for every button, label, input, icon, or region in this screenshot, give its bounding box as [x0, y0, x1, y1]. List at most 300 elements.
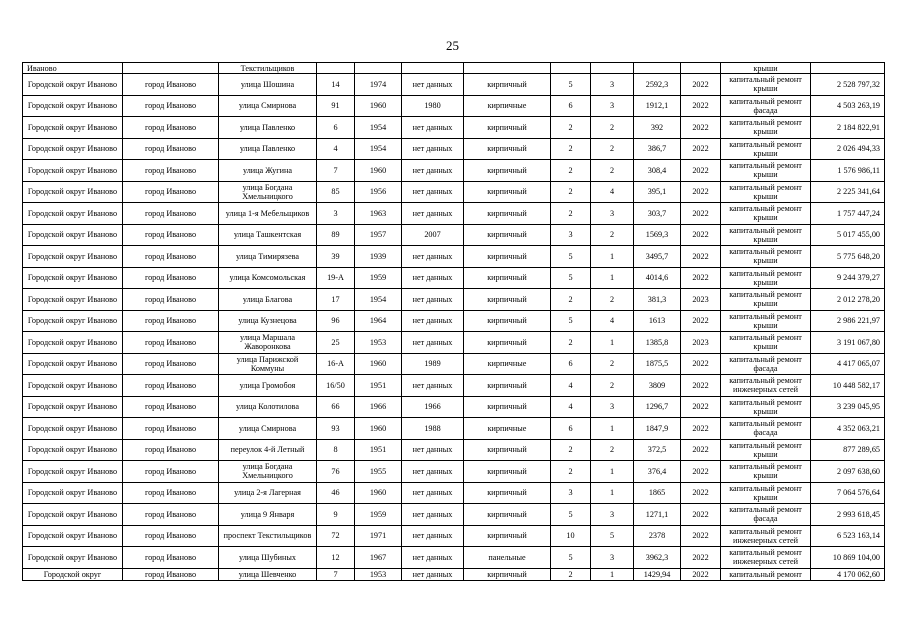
cell-cost: 7 064 576,64 — [811, 482, 885, 504]
cell-year-reconstructed: нет данных — [402, 504, 464, 526]
cell-work-type: капитальный ремонт крыши — [721, 439, 811, 461]
cell-year-planned: 2022 — [681, 439, 721, 461]
cell-wall-material: кирпичный — [464, 482, 551, 504]
cell-area: 1271,1 — [634, 504, 681, 526]
cell-street: улица Колотилова — [219, 396, 317, 418]
cell-area: 3809 — [634, 375, 681, 397]
cell-area: 1429,94 — [634, 568, 681, 580]
cell-city: город Иваново — [123, 547, 219, 569]
cell-wall-material: кирпичный — [464, 396, 551, 418]
cell-entrances: 2 — [591, 289, 634, 311]
cell-cost: 2 012 278,20 — [811, 289, 885, 311]
cell-city: город Иваново — [123, 95, 219, 117]
cell-year-planned: 2022 — [681, 117, 721, 139]
cell-street: проспект Текстильщиков — [219, 525, 317, 547]
table-row — [23, 74, 885, 96]
cell-municipality: Городской округ Иваново — [23, 224, 123, 246]
cell-work-type: капитальный ремонт крыши — [721, 203, 811, 225]
cell-cost: 4 417 065,07 — [811, 353, 885, 375]
cell-house: 12 — [317, 547, 355, 569]
cell-year-built: 1959 — [355, 267, 402, 289]
cell-municipality: Городской округ Иваново — [23, 418, 123, 440]
cell-year-planned — [681, 63, 721, 74]
cell-entrances: 2 — [591, 353, 634, 375]
cell-floors: 2 — [551, 289, 591, 311]
cell-entrances: 4 — [591, 310, 634, 332]
cell-city: город Иваново — [123, 267, 219, 289]
cell-year-reconstructed: 1989 — [402, 353, 464, 375]
cell-house: 89 — [317, 224, 355, 246]
cell-house: 8 — [317, 439, 355, 461]
cell-year-built: 1967 — [355, 547, 402, 569]
table-row — [23, 289, 885, 311]
cell-wall-material: кирпичный — [464, 160, 551, 182]
cell-area: 2592,3 — [634, 74, 681, 96]
cell-year-planned: 2023 — [681, 332, 721, 354]
cell-year-planned: 2022 — [681, 396, 721, 418]
cell-year-built: 1964 — [355, 310, 402, 332]
cell-year-built: 1971 — [355, 525, 402, 547]
cell-entrances: 2 — [591, 117, 634, 139]
cell-entrances: 2 — [591, 138, 634, 160]
table-row — [23, 246, 885, 268]
cell-year-planned: 2022 — [681, 74, 721, 96]
cell-municipality: Городской округ Иваново — [23, 310, 123, 332]
cell-year-planned: 2022 — [681, 310, 721, 332]
cell-year-planned: 2022 — [681, 203, 721, 225]
cell-entrances: 2 — [591, 439, 634, 461]
cell-city: город Иваново — [123, 74, 219, 96]
cell-floors: 2 — [551, 568, 591, 580]
table-row — [23, 224, 885, 246]
table-row — [23, 439, 885, 461]
cell-floors: 5 — [551, 267, 591, 289]
cell-year-built: 1957 — [355, 224, 402, 246]
cell-year-built: 1954 — [355, 138, 402, 160]
cell-floors: 5 — [551, 504, 591, 526]
cell-city: город Иваново — [123, 203, 219, 225]
cell-city: город Иваново — [123, 396, 219, 418]
cell-wall-material: кирпичный — [464, 117, 551, 139]
cell-work-type: капитальный ремонт крыши — [721, 482, 811, 504]
cell-wall-material: кирпичные — [464, 95, 551, 117]
cell-street: улица Павленко — [219, 138, 317, 160]
cell-cost: 4 170 062,60 — [811, 568, 885, 580]
cell-wall-material: кирпичный — [464, 504, 551, 526]
cell-wall-material: кирпичный — [464, 310, 551, 332]
table-row — [23, 504, 885, 526]
cell-wall-material: кирпичный — [464, 138, 551, 160]
table-row — [23, 310, 885, 332]
cell-work-type: капитальный ремонт крыши — [721, 224, 811, 246]
cell-street: улица Ташкентская — [219, 224, 317, 246]
cell-year-built: 1960 — [355, 95, 402, 117]
cell-wall-material: кирпичный — [464, 375, 551, 397]
cell-cost: 10 869 104,00 — [811, 547, 885, 569]
cell-city: город Иваново — [123, 246, 219, 268]
cell-house: 39 — [317, 246, 355, 268]
cell-cost: 1 576 986,11 — [811, 160, 885, 182]
cell-area: 1865 — [634, 482, 681, 504]
cell-work-type: капитальный ремонт крыши — [721, 332, 811, 354]
cell-year-planned: 2022 — [681, 504, 721, 526]
table-row — [23, 461, 885, 483]
cell-entrances: 1 — [591, 246, 634, 268]
cell-house: 46 — [317, 482, 355, 504]
cell-municipality: Городской округ Иваново — [23, 482, 123, 504]
cell-street: улица Смирнова — [219, 418, 317, 440]
cell-cost: 2 184 822,91 — [811, 117, 885, 139]
cell-street: улица Громобоя — [219, 375, 317, 397]
table-row — [23, 418, 885, 440]
table-row — [23, 332, 885, 354]
cell-work-type: капитальный ремонт крыши — [721, 181, 811, 203]
cell-municipality: Городской округ Иваново — [23, 203, 123, 225]
cell-year-reconstructed: 1966 — [402, 396, 464, 418]
cell-street: переулок 4-й Летный — [219, 439, 317, 461]
cell-year-reconstructed: нет данных — [402, 203, 464, 225]
cell-street: улица 9 Января — [219, 504, 317, 526]
cell-street: улица Комсомольская — [219, 267, 317, 289]
cell-area: 303,7 — [634, 203, 681, 225]
cell-house — [317, 63, 355, 74]
cell-wall-material: кирпичные — [464, 353, 551, 375]
cell-year-reconstructed: 2007 — [402, 224, 464, 246]
cell-street: Текстильщиков — [219, 63, 317, 74]
cell-work-type: капитальный ремонт крыши — [721, 117, 811, 139]
cell-year-reconstructed: 1980 — [402, 95, 464, 117]
cell-municipality: Городской округ Иваново — [23, 353, 123, 375]
cell-year-built: 1954 — [355, 289, 402, 311]
cell-wall-material: кирпичный — [464, 525, 551, 547]
cell-street: улица Жугина — [219, 160, 317, 182]
table-row — [23, 160, 885, 182]
cell-city: город Иваново — [123, 353, 219, 375]
cell-year-planned: 2022 — [681, 525, 721, 547]
cell-area: 386,7 — [634, 138, 681, 160]
cell-area: 1847,9 — [634, 418, 681, 440]
cell-entrances: 2 — [591, 375, 634, 397]
cell-wall-material: кирпичный — [464, 246, 551, 268]
table-row — [23, 267, 885, 289]
cell-year-planned: 2022 — [681, 224, 721, 246]
cell-entrances: 3 — [591, 547, 634, 569]
cell-city: город Иваново — [123, 439, 219, 461]
cell-entrances: 1 — [591, 482, 634, 504]
cell-year-built: 1974 — [355, 74, 402, 96]
cell-entrances: 1 — [591, 568, 634, 580]
cell-year-reconstructed: нет данных — [402, 181, 464, 203]
cell-city: город Иваново — [123, 138, 219, 160]
cell-municipality: Городской округ Иваново — [23, 461, 123, 483]
cell-year-built: 1953 — [355, 568, 402, 580]
cell-work-type: капитальный ремонт фасада — [721, 418, 811, 440]
cell-work-type: капитальный ремонт крыши — [721, 461, 811, 483]
cell-area: 372,5 — [634, 439, 681, 461]
cell-entrances: 5 — [591, 525, 634, 547]
cell-house: 7 — [317, 568, 355, 580]
cell-area: 1613 — [634, 310, 681, 332]
cell-municipality: Городской округ — [23, 568, 123, 580]
cell-year-reconstructed: нет данных — [402, 74, 464, 96]
cell-entrances: 3 — [591, 74, 634, 96]
cell-floors: 2 — [551, 181, 591, 203]
cell-year-reconstructed: нет данных — [402, 439, 464, 461]
cell-street: улица Маршала Жаворонкова — [219, 332, 317, 354]
housing-repair-table — [22, 62, 885, 581]
cell-entrances: 4 — [591, 181, 634, 203]
cell-city: город Иваново — [123, 461, 219, 483]
cell-entrances: 1 — [591, 461, 634, 483]
cell-floors: 2 — [551, 203, 591, 225]
cell-year-reconstructed: нет данных — [402, 525, 464, 547]
cell-city: город Иваново — [123, 525, 219, 547]
cell-cost: 2 528 797,32 — [811, 74, 885, 96]
cell-floors: 2 — [551, 138, 591, 160]
cell-street: улица Кузнецова — [219, 310, 317, 332]
cell-year-reconstructed: нет данных — [402, 267, 464, 289]
cell-cost: 2 225 341,64 — [811, 181, 885, 203]
cell-municipality: Городской округ Иваново — [23, 375, 123, 397]
cell-municipality: Городской округ Иваново — [23, 160, 123, 182]
cell-house: 4 — [317, 138, 355, 160]
table-row — [23, 482, 885, 504]
cell-year-reconstructed: нет данных — [402, 289, 464, 311]
cell-house: 25 — [317, 332, 355, 354]
table-row — [23, 568, 885, 580]
cell-municipality: Городской округ Иваново — [23, 181, 123, 203]
cell-city: город Иваново — [123, 117, 219, 139]
cell-work-type: капитальный ремонт — [721, 568, 811, 580]
cell-house: 3 — [317, 203, 355, 225]
cell-year-reconstructed — [402, 63, 464, 74]
cell-year-reconstructed: 1988 — [402, 418, 464, 440]
cell-house: 17 — [317, 289, 355, 311]
cell-cost: 2 026 494,33 — [811, 138, 885, 160]
cell-work-type: крыши — [721, 63, 811, 74]
cell-cost: 10 448 582,17 — [811, 375, 885, 397]
cell-entrances: 1 — [591, 267, 634, 289]
cell-floors: 3 — [551, 224, 591, 246]
cell-year-reconstructed: нет данных — [402, 482, 464, 504]
cell-year-planned: 2022 — [681, 138, 721, 160]
cell-wall-material: панельные — [464, 547, 551, 569]
table-row — [23, 181, 885, 203]
cell-municipality: Иваново — [23, 63, 123, 74]
cell-cost: 3 191 067,80 — [811, 332, 885, 354]
cell-city: город Иваново — [123, 418, 219, 440]
cell-floors: 2 — [551, 160, 591, 182]
cell-wall-material: кирпичный — [464, 74, 551, 96]
cell-area — [634, 63, 681, 74]
cell-year-planned: 2022 — [681, 375, 721, 397]
cell-area: 1875,5 — [634, 353, 681, 375]
table-row — [23, 138, 885, 160]
cell-cost: 2 993 618,45 — [811, 504, 885, 526]
cell-work-type: капитальный ремонт крыши — [721, 74, 811, 96]
cell-year-built: 1959 — [355, 504, 402, 526]
cell-work-type: капитальный ремонт крыши — [721, 246, 811, 268]
cell-street: улица Богдана Хмельницкого — [219, 461, 317, 483]
cell-house: 14 — [317, 74, 355, 96]
cell-year-planned: 2022 — [681, 482, 721, 504]
cell-house: 72 — [317, 525, 355, 547]
cell-cost: 6 523 163,14 — [811, 525, 885, 547]
cell-wall-material: кирпичный — [464, 267, 551, 289]
cell-wall-material: кирпичные — [464, 418, 551, 440]
cell-floors: 5 — [551, 310, 591, 332]
cell-cost — [811, 63, 885, 74]
cell-year-reconstructed: нет данных — [402, 375, 464, 397]
cell-year-reconstructed: нет данных — [402, 547, 464, 569]
cell-entrances: 2 — [591, 160, 634, 182]
cell-year-built: 1953 — [355, 332, 402, 354]
cell-city: город Иваново — [123, 332, 219, 354]
cell-year-reconstructed: нет данных — [402, 117, 464, 139]
cell-year-reconstructed: нет данных — [402, 332, 464, 354]
cell-year-built: 1955 — [355, 461, 402, 483]
cell-area: 376,4 — [634, 461, 681, 483]
cell-cost: 3 239 045,95 — [811, 396, 885, 418]
cell-house: 16-А — [317, 353, 355, 375]
cell-year-planned: 2023 — [681, 289, 721, 311]
cell-area: 1912,1 — [634, 95, 681, 117]
cell-wall-material: кирпичный — [464, 439, 551, 461]
cell-year-built: 1960 — [355, 418, 402, 440]
cell-city: город Иваново — [123, 482, 219, 504]
cell-floors: 5 — [551, 74, 591, 96]
page-number: 25 — [446, 38, 459, 53]
cell-floors: 3 — [551, 482, 591, 504]
cell-street: улица Парижской Коммуны — [219, 353, 317, 375]
cell-area: 395,1 — [634, 181, 681, 203]
cell-wall-material: кирпичный — [464, 181, 551, 203]
table-row — [23, 547, 885, 569]
cell-year-reconstructed: нет данных — [402, 138, 464, 160]
cell-city: город Иваново — [123, 310, 219, 332]
cell-house: 85 — [317, 181, 355, 203]
cell-floors: 10 — [551, 525, 591, 547]
cell-house: 93 — [317, 418, 355, 440]
cell-street: улица Смирнова — [219, 95, 317, 117]
cell-wall-material: кирпичный — [464, 289, 551, 311]
cell-year-planned: 2022 — [681, 181, 721, 203]
cell-street: улица Богдана Хмельницкого — [219, 181, 317, 203]
cell-city — [123, 63, 219, 74]
cell-entrances: 3 — [591, 95, 634, 117]
table-row — [23, 525, 885, 547]
cell-year-built: 1939 — [355, 246, 402, 268]
cell-cost: 5 017 455,00 — [811, 224, 885, 246]
cell-municipality: Городской округ Иваново — [23, 525, 123, 547]
cell-work-type: капитальный ремонт крыши — [721, 289, 811, 311]
cell-wall-material: кирпичный — [464, 203, 551, 225]
cell-floors: 2 — [551, 332, 591, 354]
cell-wall-material — [464, 63, 551, 74]
cell-year-planned: 2022 — [681, 547, 721, 569]
cell-floors: 2 — [551, 117, 591, 139]
table-row — [23, 375, 885, 397]
cell-year-planned: 2022 — [681, 353, 721, 375]
table-row — [23, 95, 885, 117]
cell-work-type: капитальный ремонт инженерных сетей — [721, 375, 811, 397]
cell-municipality: Городской округ Иваново — [23, 547, 123, 569]
cell-year-built — [355, 63, 402, 74]
cell-floors — [551, 63, 591, 74]
cell-cost: 2 986 221,97 — [811, 310, 885, 332]
cell-entrances: 3 — [591, 504, 634, 526]
cell-work-type: капитальный ремонт фасада — [721, 353, 811, 375]
cell-house: 16/50 — [317, 375, 355, 397]
cell-municipality: Городской округ Иваново — [23, 95, 123, 117]
cell-floors: 5 — [551, 246, 591, 268]
cell-cost: 2 097 638,60 — [811, 461, 885, 483]
cell-city: город Иваново — [123, 504, 219, 526]
cell-house: 6 — [317, 117, 355, 139]
cell-work-type: капитальный ремонт крыши — [721, 396, 811, 418]
cell-municipality: Городской округ Иваново — [23, 117, 123, 139]
cell-cost: 877 289,65 — [811, 439, 885, 461]
cell-entrances: 3 — [591, 203, 634, 225]
cell-street: улица Шубиных — [219, 547, 317, 569]
cell-entrances — [591, 63, 634, 74]
cell-year-built: 1960 — [355, 482, 402, 504]
cell-year-reconstructed: нет данных — [402, 568, 464, 580]
cell-city: город Иваново — [123, 224, 219, 246]
cell-municipality: Городской округ Иваново — [23, 439, 123, 461]
cell-entrances: 1 — [591, 418, 634, 440]
cell-year-planned: 2022 — [681, 160, 721, 182]
cell-area: 1569,3 — [634, 224, 681, 246]
cell-work-type: капитальный ремонт крыши — [721, 160, 811, 182]
cell-municipality: Городской округ Иваново — [23, 246, 123, 268]
cell-area: 4014,6 — [634, 267, 681, 289]
cell-city: город Иваново — [123, 568, 219, 580]
cell-street: улица 1-я Мебельщиков — [219, 203, 317, 225]
cell-year-built: 1960 — [355, 353, 402, 375]
cell-year-built: 1960 — [355, 160, 402, 182]
cell-year-built: 1951 — [355, 375, 402, 397]
cell-floors: 2 — [551, 461, 591, 483]
cell-cost: 4 352 063,21 — [811, 418, 885, 440]
cell-year-reconstructed: нет данных — [402, 310, 464, 332]
cell-street: улица Тимирязева — [219, 246, 317, 268]
cell-area: 2378 — [634, 525, 681, 547]
cell-street: улица 2-я Лагерная — [219, 482, 317, 504]
cell-city: город Иваново — [123, 375, 219, 397]
cell-year-built: 1966 — [355, 396, 402, 418]
cell-entrances: 1 — [591, 332, 634, 354]
cell-year-reconstructed: нет данных — [402, 461, 464, 483]
cell-house: 96 — [317, 310, 355, 332]
table-row — [23, 203, 885, 225]
cell-work-type: капитальный ремонт крыши — [721, 138, 811, 160]
cell-municipality: Городской округ Иваново — [23, 332, 123, 354]
table-row-continued — [23, 63, 885, 74]
cell-work-type: капитальный ремонт крыши — [721, 310, 811, 332]
cell-wall-material: кирпичный — [464, 461, 551, 483]
cell-house: 19-А — [317, 267, 355, 289]
cell-street: улица Благова — [219, 289, 317, 311]
cell-municipality: Городской округ Иваново — [23, 289, 123, 311]
cell-year-reconstructed: нет данных — [402, 160, 464, 182]
cell-year-planned: 2022 — [681, 246, 721, 268]
cell-street: улица Павленко — [219, 117, 317, 139]
cell-work-type: капитальный ремонт фасада — [721, 504, 811, 526]
cell-floors: 4 — [551, 375, 591, 397]
cell-area: 392 — [634, 117, 681, 139]
cell-area: 381,3 — [634, 289, 681, 311]
